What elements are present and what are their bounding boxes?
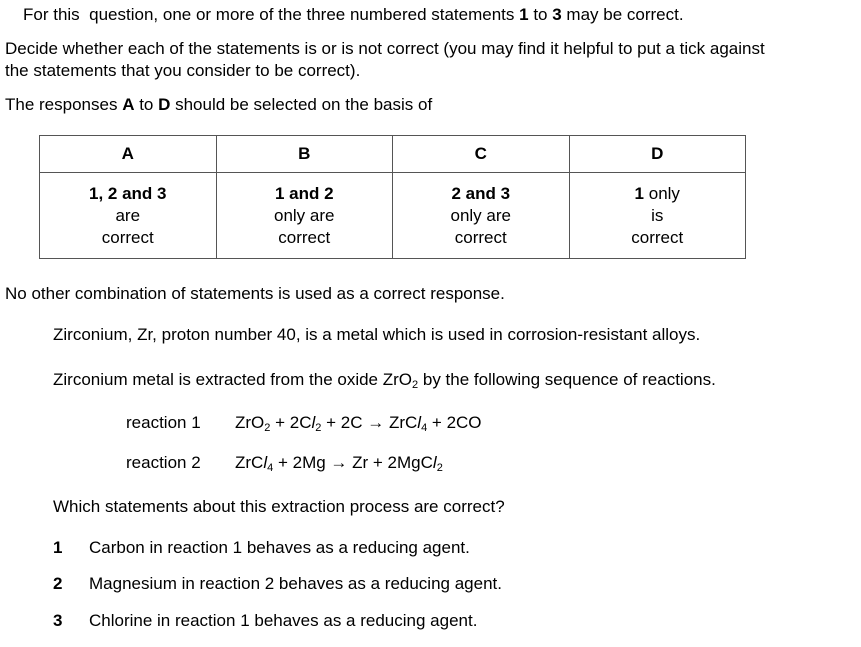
- reaction-1-equation: [235, 413, 482, 433]
- table-header-d: D: [569, 136, 746, 173]
- intro-bold: D: [158, 95, 171, 114]
- intro-line-4: [5, 95, 432, 115]
- statement-1-text: Carbon in reaction 1 behaves as a reducing agent.: [89, 538, 470, 557]
- cell-statements: 1, 2 and 3: [89, 184, 167, 203]
- table-cell-c: [393, 173, 570, 259]
- intro-text: should be selected on the basis of: [170, 95, 433, 114]
- subscript: 4: [421, 422, 428, 434]
- intro-text: to: [134, 95, 159, 114]
- intro-text: to: [528, 5, 553, 24]
- intro-bold: 3: [552, 5, 562, 24]
- eq-text: + 2C → ZrC: [321, 413, 418, 432]
- subscript: 2: [436, 462, 443, 474]
- subscript: 2: [412, 379, 419, 391]
- cell-text: correct: [101, 228, 154, 247]
- table-cell-a: [40, 173, 217, 259]
- intro-text: The responses: [5, 95, 123, 114]
- cell-text: are: [115, 206, 141, 225]
- response-key-table: [39, 135, 746, 259]
- table-cell-b: [216, 173, 393, 259]
- table-header-c: C: [393, 136, 570, 173]
- response-note: No other combination of statements is used as a correct response.: [5, 284, 505, 303]
- cell-statements: 1: [634, 184, 645, 203]
- table-header-row: [40, 136, 746, 173]
- question-prompt: Which statements about this extraction process are correct?: [53, 497, 505, 516]
- intro-bold: A: [122, 95, 135, 114]
- eq-italic-l: l: [263, 453, 268, 472]
- cell-text: correct: [631, 228, 684, 247]
- table-header-a: A: [40, 136, 217, 173]
- subscript: 2: [315, 422, 322, 434]
- table-cell-d: [569, 173, 746, 259]
- intro-text: may be correct.: [561, 5, 684, 24]
- cell-text: correct: [454, 228, 507, 247]
- subscript: 4: [267, 462, 274, 474]
- intro-text: For this: [23, 5, 80, 24]
- statement-1: [53, 538, 62, 558]
- eq-italic-l: l: [311, 413, 316, 432]
- eq-text: + 2C: [270, 413, 312, 432]
- reaction-2-equation: [235, 453, 443, 473]
- table-header-b: B: [216, 136, 393, 173]
- reaction-2-label: reaction 2: [126, 453, 201, 472]
- statement-number: 1: [53, 538, 63, 557]
- intro-text: question, one or more of the three numbered statements: [89, 5, 520, 24]
- cell-text: only are: [274, 206, 335, 225]
- table-row: [40, 173, 746, 259]
- eq-text: + 2Mg → Zr + 2MgC: [273, 453, 433, 472]
- intro-line-2: Decide whether each of the statements is or is not correct (you may find it helpful to put a tick against: [5, 39, 765, 58]
- statement-number: 2: [53, 574, 63, 593]
- cell-text: only: [644, 184, 680, 203]
- eq-italic-l: l: [432, 453, 437, 472]
- statement-number: 3: [53, 611, 63, 630]
- cell-text: only are: [450, 206, 511, 225]
- cell-text: is: [651, 206, 664, 225]
- statement-3-text: Chlorine in reaction 1 behaves as a reducing agent.: [89, 611, 478, 630]
- eq-text: ZrC: [235, 453, 264, 472]
- eq-text: + 2CO: [427, 413, 482, 432]
- intro-bold: 1: [519, 5, 529, 24]
- reaction-1-label: reaction 1: [126, 413, 201, 432]
- p2-text: Zirconium metal is extracted from the oxide ZrO: [53, 370, 413, 389]
- statement-3: [53, 611, 62, 631]
- cell-text: correct: [278, 228, 331, 247]
- intro-line-3: the statements that you consider to be correct).: [5, 61, 361, 80]
- statement-2-text: Magnesium in reaction 2 behaves as a reducing agent.: [89, 574, 502, 593]
- eq-text: ZrO: [235, 413, 265, 432]
- statement-2: [53, 574, 62, 594]
- intro-line-1: [23, 5, 684, 25]
- p2-text: by the following sequence of reactions.: [418, 370, 716, 389]
- subscript: 2: [264, 422, 271, 434]
- eq-italic-l: l: [417, 413, 422, 432]
- cell-statements: 1 and 2: [274, 184, 334, 203]
- question-paragraph-1: Zirconium, Zr, proton number 40, is a metal which is used in corrosion-resistant alloys.: [53, 325, 701, 344]
- cell-statements: 2 and 3: [451, 184, 511, 203]
- question-paragraph-2: [53, 370, 716, 390]
